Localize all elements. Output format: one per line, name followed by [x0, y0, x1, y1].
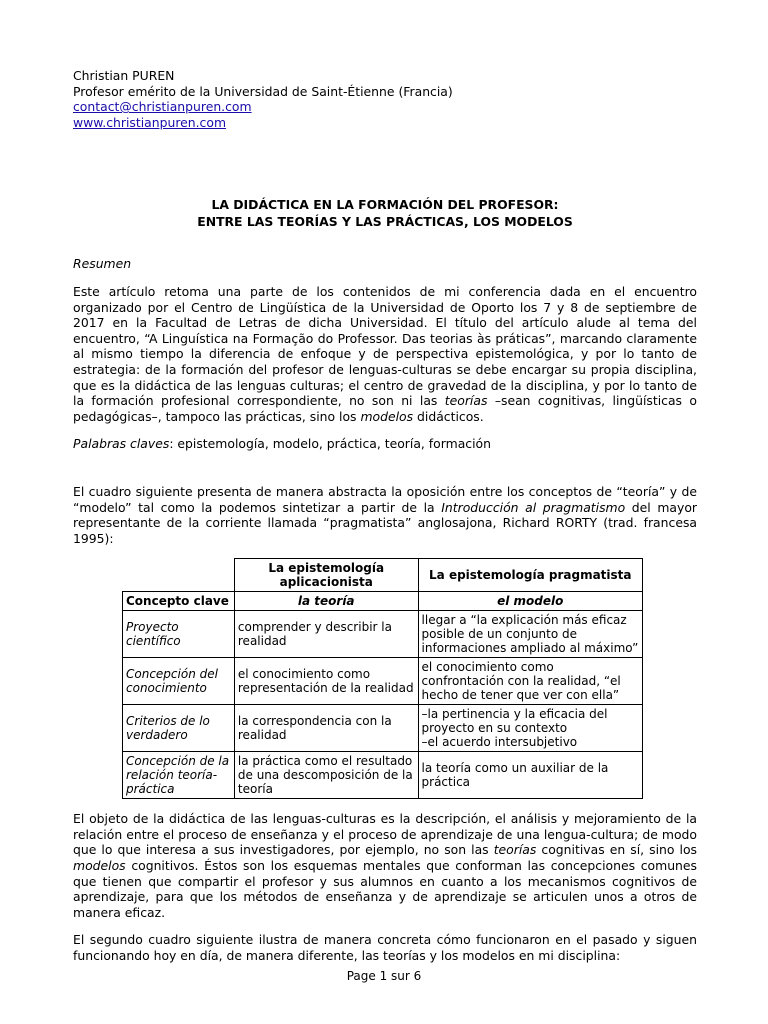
table-row: Criterios de lo verdadero la correspondencia con la realidad –la pertinencia y la eficacia del proyecto en su contexto –el acuerdo intersubjetivo — [123, 705, 643, 752]
table-row: Concepción de la relación teoría-práctica la práctica como el resultado de una descomposición de la teoría la teoría como un auxiliar de la práctica — [123, 752, 643, 799]
abstract-paragraph: Este artículo retoma una parte de los contenidos de mi conferencia dada en el encuentro organizado por el Centro de Lingüística de la Universidad de Oporto los 7 y 8 de septiembre de 2017 en la Facultad de Letras de dicha Universidad. El título del artículo alude al tema del encuentro, “A Linguística na Formação do Professor. Das teorias às práticas”, marcando claramente al mismo tiempo la diferencia de enfoque y de perspectiva epistemológica, y por lo tanto de estrategia: de la formación del profesor de lenguas-culturas se debe encargar su propia disciplina, que es la didáctica de las lenguas culturas; el centro de gravedad de la disciplina, y por lo tanto de la formación profesional correspondiente, no son ni las teorías –sean cognitivas, lingüísticas o pedagógicas–, tampoco las prácticas, sino los modelos didácticos. — [73, 283, 697, 424]
second-table-intro-paragraph: El segundo cuadro siguiente ilustra de manera concreta cómo funcionaron en el pasado y siguen funcionando hoy en día, de manera diferente, las teorías y los modelos en mi disciplina: — [73, 932, 697, 964]
author-affiliation: Profesor emérito de la Universidad de Saint-Étienne (Francia) — [73, 83, 453, 99]
article-title — [73, 196, 697, 230]
keywords-label: Palabras claves — [73, 436, 170, 452]
row-header-concepto-clave: Concepto clave — [123, 592, 235, 611]
didactics-paragraph: El objeto de la didáctica de las lenguas-culturas es la descripción, el análisis y mejoramiento de la relación entre el proceso de enseñanza y el proceso de aprendizaje de una lengua-cultura; de modo que lo que interesa a sus investigadores, por ejemplo, no son las teorías cognitivas en sí, sino los modelos cognitivos. Éstos son los esquemas mentales que conforman las concepciones comunes que tienen que compartir el profesor y sus alumnos en cuanto a los mecanismos cognitivos de aprendizaje, para que los métodos de enseñanza y de aprendizaje se articulen unos a otros de manera eficaz. — [73, 811, 697, 920]
document-page — [73, 68, 697, 964]
table-row: Proyecto científico comprender y describir la realidad llegar a “la explicación más eficaz posible de un conjunto de informaciones ampliado al máximo” — [123, 611, 643, 658]
email-link[interactable]: contact@christianpuren.com — [73, 99, 252, 115]
author-header — [73, 68, 697, 130]
author-name: Christian PUREN — [73, 68, 175, 83]
cell-la-teoria: la teoría — [234, 592, 418, 611]
table-row: Concepción del conocimiento el conocimiento como representación de la realidad el conocimiento como confrontación con la realidad, “el hecho de tener que ver con ella” — [123, 658, 643, 705]
abstract-heading: Resumen — [73, 256, 132, 272]
title-line-1: LA DIDÁCTICA EN LA FORMACIÓN DEL PROFESOR: — [211, 197, 559, 213]
title-line-2: ENTRE LAS TEORÍAS Y LAS PRÁCTICAS, LOS MODELOS — [197, 214, 573, 230]
cell-el-modelo: el modelo — [418, 592, 642, 611]
table-corner — [123, 559, 235, 592]
keywords-line: Palabras claves: epistemología, modelo, práctica, teoría, formación — [73, 436, 491, 452]
website-link[interactable]: www.christianpuren.com — [73, 114, 227, 130]
page-number: Page 1 sur 6 — [346, 969, 422, 983]
col-header-pragmatista: La epistemología pragmatista — [418, 559, 642, 592]
intro-table-paragraph: El cuadro siguiente presenta de manera abstracta la oposición entre los conceptos de “teoría” y de “modelo” tal como la podemos sintetizar a partir de la Introducción al pragmatismo del mayor representante de la corriente llamada “pragmatista” anglosajona, Richard RORTY (trad. francesa 1995): — [73, 483, 697, 546]
epistemology-table — [122, 558, 643, 799]
col-header-aplicacionista: La epistemología aplicacionista — [234, 559, 418, 592]
